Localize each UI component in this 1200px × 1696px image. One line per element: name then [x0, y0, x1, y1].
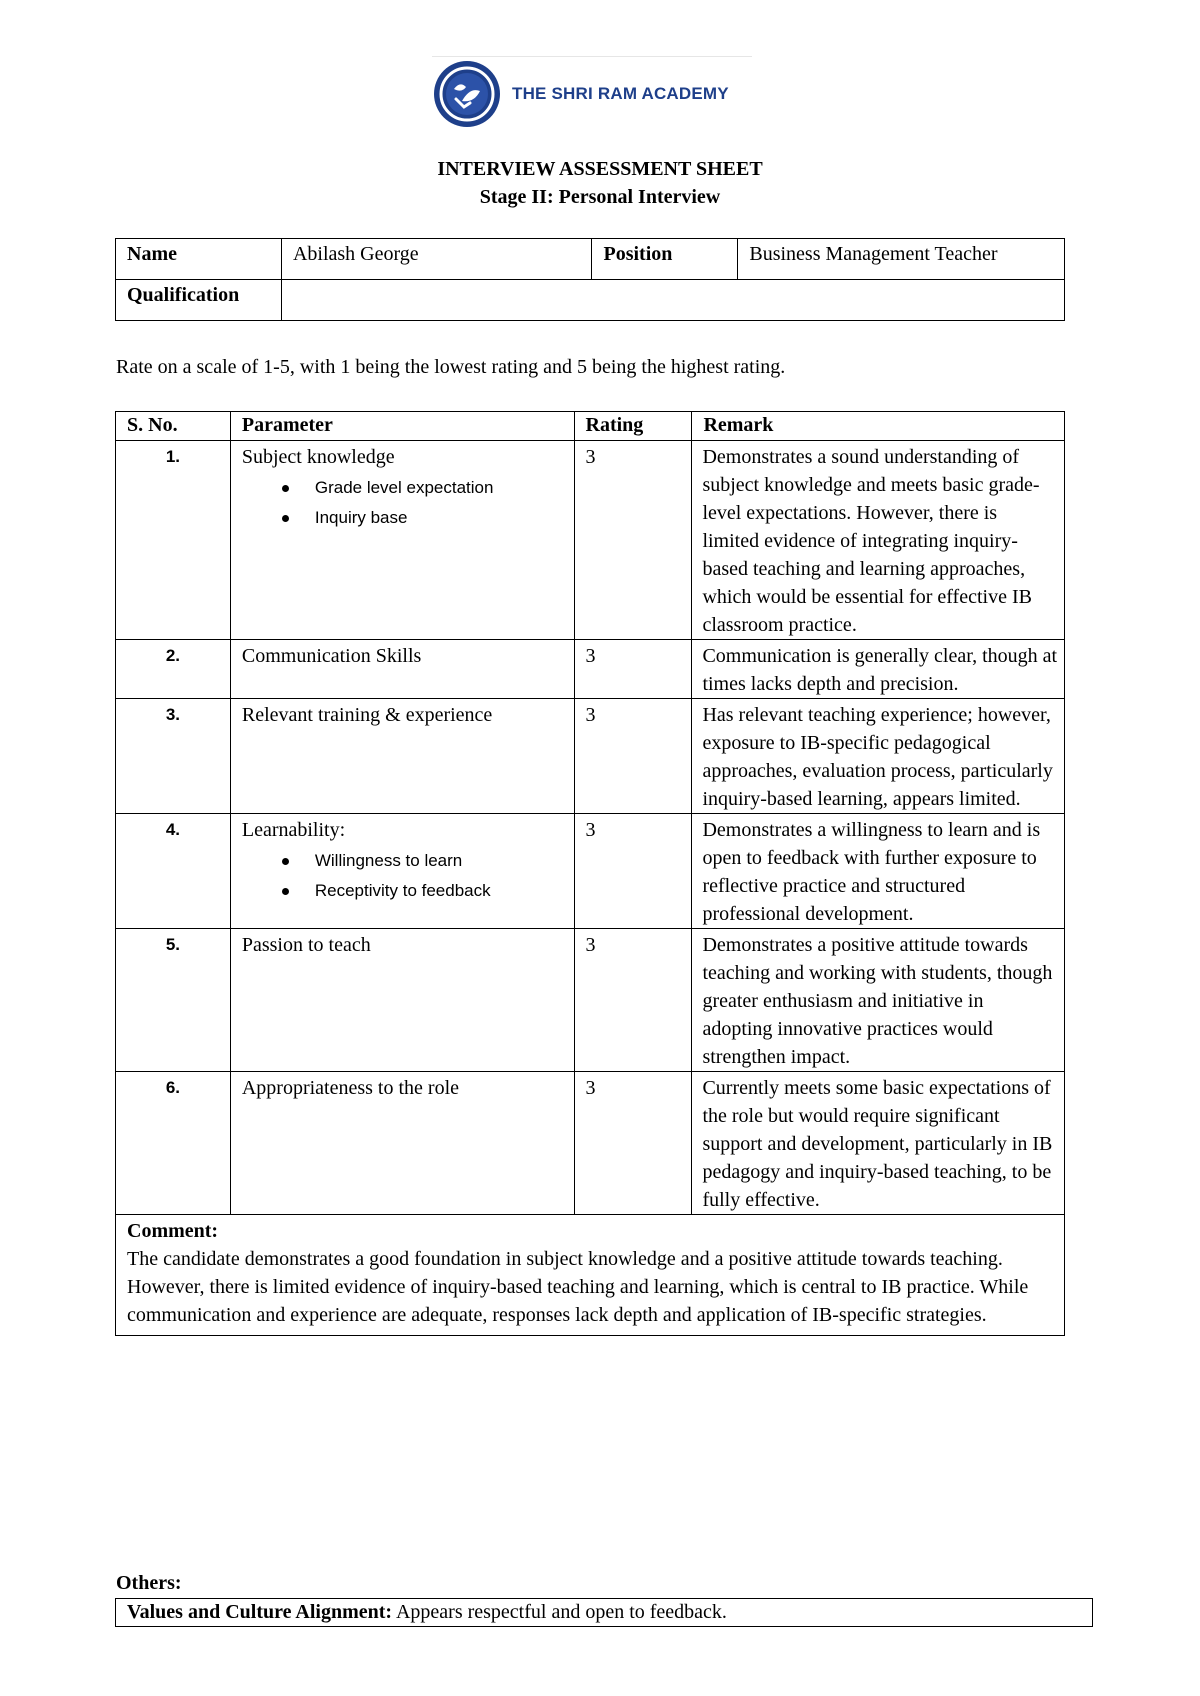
values-cell [116, 1599, 1093, 1627]
header-sno: S. No. [116, 412, 231, 441]
comment-label: Comment: [127, 1220, 219, 1242]
school-emblem-icon [432, 59, 502, 129]
row-sno: 4. [116, 814, 231, 929]
name-value: Abilash George [281, 239, 592, 280]
values-alignment-table [115, 1598, 1093, 1627]
header-rating: Rating [574, 412, 692, 441]
comment-cell [116, 1215, 1065, 1336]
row-rating: 3 [574, 441, 692, 640]
position-value: Business Management Teacher [738, 239, 1065, 280]
table-row [116, 814, 1065, 929]
row-parameter: Relevant training & experience [230, 699, 574, 814]
values-text: Appears respectful and open to feedback. [395, 1601, 727, 1623]
qualification-value [281, 280, 1064, 321]
comment-row [116, 1215, 1065, 1336]
row-sno: 6. [116, 1072, 231, 1215]
school-name: THE SHRI RAM ACADEMY [512, 84, 729, 103]
document-title: INTERVIEW ASSESSMENT SHEET [437, 158, 763, 180]
row-sno: 5. [116, 929, 231, 1072]
table-row [116, 1072, 1065, 1215]
list-item: Willingness to learn [242, 846, 565, 876]
header-parameter: Parameter [230, 412, 574, 441]
list-item: Grade level expectation [242, 473, 565, 503]
list-item: Receptivity to feedback [242, 876, 565, 906]
table-row [116, 929, 1065, 1072]
row-parameter [230, 441, 574, 640]
parameter-label: Subject knowledge [241, 446, 395, 468]
row-remark: Currently meets some basic expectations of the role but would require significant support and development, particularly in IB pedagogy and inquiry-based teaching, to be fully effective. [692, 1072, 1065, 1215]
row-parameter: Communication Skills [230, 640, 574, 699]
list-item: Inquiry base [242, 503, 565, 533]
assessment-header-row [116, 412, 1065, 441]
row-rating: 3 [574, 814, 692, 929]
comment-text: The candidate demonstrates a good foundation in subject knowledge and a positive attitude towards teaching. However, there is limited evidence of inquiry-based teaching and learning, which is central to IB practice. While communication and experience are adequate, responses lack depth and application of IB-specific strategies. [127, 1248, 1029, 1326]
others-title: Others: [116, 1572, 182, 1594]
info-row-qualification [116, 280, 1065, 321]
row-remark: Communication is generally clear, though at times lacks depth and precision. [692, 640, 1065, 699]
table-row [116, 699, 1065, 814]
assessment-table [115, 411, 1065, 1336]
row-parameter: Appropriateness to the role [230, 1072, 574, 1215]
school-logo [432, 58, 752, 130]
qualification-label: Qualification [116, 280, 282, 321]
row-remark: Has relevant teaching experience; however, exposure to IB-specific pedagogical approaches, evaluation process, particularly inquiry-based learning, appears limited. [692, 699, 1065, 814]
row-rating: 3 [574, 640, 692, 699]
position-label: Position [592, 239, 738, 280]
table-row [116, 441, 1065, 640]
values-label: Values and Culture Alignment: [127, 1601, 393, 1623]
row-remark: Demonstrates a positive attitude towards teaching and working with students, though greater enthusiasm and initiative in adopting innovative practices would strengthen impact. [692, 929, 1065, 1072]
row-sno: 2. [116, 640, 231, 699]
row-parameter [230, 814, 574, 929]
info-row-name [116, 239, 1065, 280]
row-remark: Demonstrates a sound understanding of subject knowledge and meets basic grade-level expectations. However, there is limited evidence of integrating inquiry-based teaching and learning approaches, which would be essential for effective IB classroom practice. [692, 441, 1065, 640]
rating-instruction: Rate on a scale of 1-5, with 1 being the lowest rating and 5 being the highest rating. [116, 356, 786, 378]
name-label: Name [116, 239, 282, 280]
parameter-label: Learnability: [241, 819, 346, 841]
row-rating: 3 [574, 1072, 692, 1215]
row-sno: 1. [116, 441, 231, 640]
header-remark: Remark [692, 412, 1065, 441]
row-remark: Demonstrates a willingness to learn and is open to feedback with further exposure to reflective practice and structured professional development. [692, 814, 1065, 929]
document-subtitle: Stage II: Personal Interview [479, 186, 721, 208]
logo-top-rule [432, 56, 752, 57]
parameter-sub-list [242, 473, 565, 533]
row-parameter: Passion to teach [230, 929, 574, 1072]
table-row [116, 640, 1065, 699]
row-sno: 3. [116, 699, 231, 814]
values-row [116, 1599, 1093, 1627]
candidate-info-table [115, 238, 1065, 321]
row-rating: 3 [574, 929, 692, 1072]
parameter-sub-list [242, 846, 565, 906]
row-rating: 3 [574, 699, 692, 814]
